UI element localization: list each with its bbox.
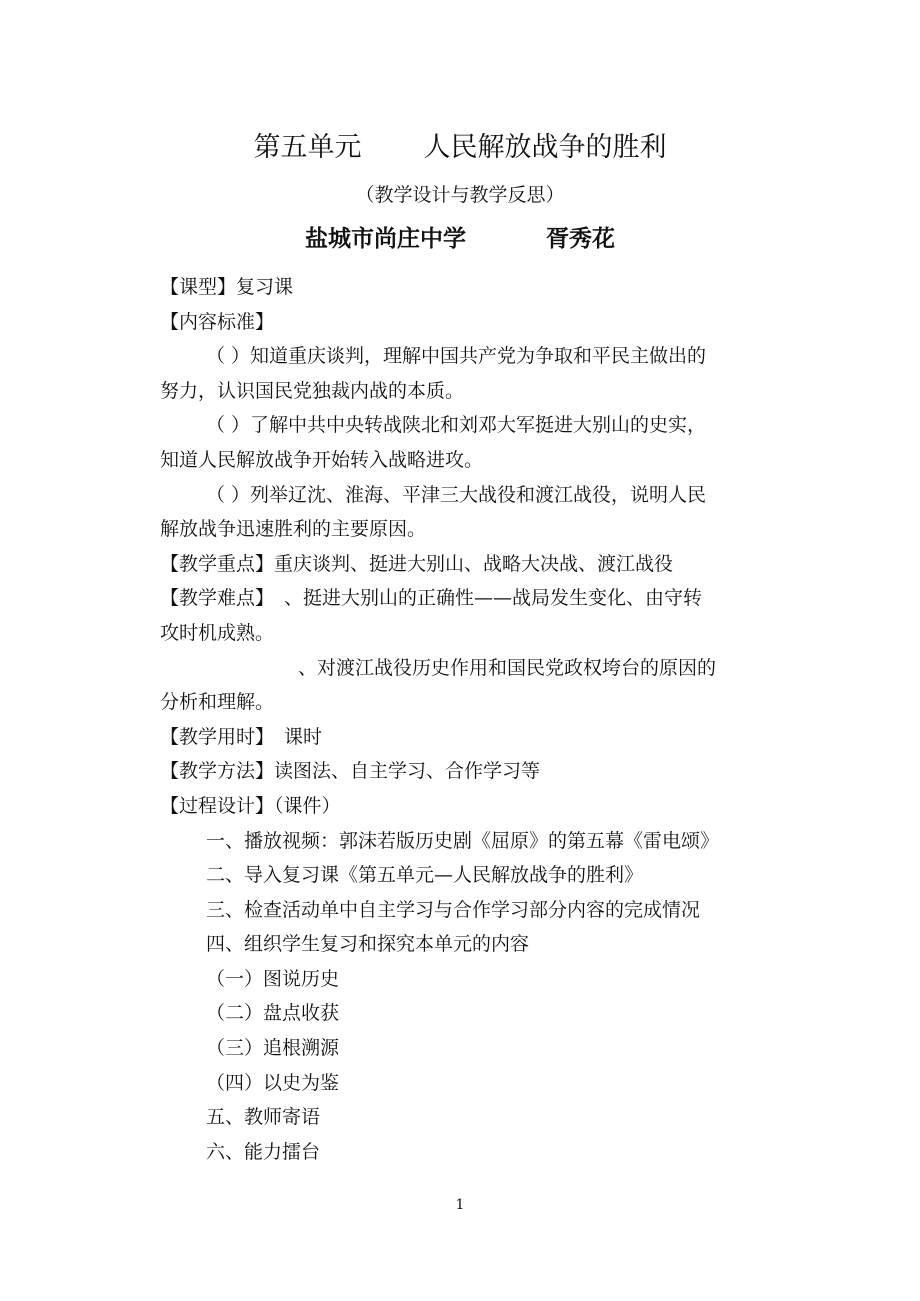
- process-step-2: 二、导入复习课《第五单元—人民解放战争的胜利》: [206, 864, 644, 887]
- teaching-time-value: 课时: [284, 725, 323, 748]
- title-topic: 人民解放战争的胜利: [423, 132, 667, 163]
- sub-step-3: （三）追根溯源: [206, 1037, 340, 1060]
- difficulty-1-text: 、挺进大别山的正确性——战局发生变化、由守转: [284, 587, 703, 610]
- lesson-type: 【课型】复习课: [160, 276, 294, 298]
- standard-3-line-2: 解放战争迅速胜利的主要原因。: [160, 518, 427, 541]
- document-subtitle: （教学设计与教学反思）: [355, 184, 565, 206]
- standard-2-line-1: （ ）了解中共中央转战陕北和刘邓大军挺进大别山的史实，: [206, 414, 707, 437]
- author-name: 胥秀花: [546, 225, 615, 252]
- sub-step-1: （一）图说历史: [206, 967, 340, 990]
- teaching-difficulty-label: 【教学难点】: [160, 587, 275, 610]
- document-title: [0, 128, 920, 168]
- page-number: 1: [455, 1197, 465, 1213]
- document-body: [160, 270, 764, 1169]
- title-unit: 第五单元: [253, 132, 362, 163]
- teaching-focus: 【教学重点】重庆谈判、挺进大别山、战略大决战、渡江战役: [160, 552, 674, 575]
- author-line: [0, 222, 920, 256]
- difficulty-1-line-2: 攻时机成熟。: [160, 621, 275, 644]
- process-step-1: 一、播放视频：郭沫若版历史剧《屈原》的第五幕《雷电颂》: [206, 829, 720, 852]
- standard-3-line-1: （ ）列举辽沈、淮海、平津三大战役和渡江战役，说明人民: [206, 483, 707, 506]
- process-step-6: 六、能力擂台: [206, 1140, 321, 1163]
- process-step-4: 四、组织学生复习和探究本单元的内容: [206, 933, 530, 956]
- teaching-time: [160, 720, 764, 755]
- standard-1-line-2: 努力，认识国民党独裁内战的本质。: [160, 379, 465, 402]
- sub-step-4: （四）以史为鉴: [206, 1071, 340, 1094]
- teaching-time-label: 【教学用时】: [160, 725, 275, 748]
- standard-1-line-1: （ ）知道重庆谈判，理解中国共产党为争取和平民主做出的: [206, 345, 707, 368]
- process-design-heading: 【过程设计】（课件）: [160, 794, 341, 817]
- difficulty-2-line-1: 、对渡江战役历史作用和国民党政权垮台的原因的: [298, 656, 717, 679]
- sub-step-2: （二）盘点收获: [206, 1002, 340, 1025]
- process-step-5: 五、教师寄语: [206, 1106, 321, 1129]
- process-step-3: 三、检查活动单中自主学习与合作学习部分内容的完成情况: [206, 898, 701, 921]
- teaching-methods: 【教学方法】读图法、自主学习、合作学习等: [160, 760, 541, 783]
- author-school: 盐城市尚庄中学: [305, 225, 466, 252]
- standard-2-line-2: 知道人民解放战争开始转入战略进攻。: [160, 448, 484, 471]
- content-standard-heading: 【内容标准】: [160, 310, 275, 333]
- difficulty-2-line-2: 分析和理解。: [160, 691, 275, 714]
- teaching-difficulty-line-1: [160, 581, 764, 616]
